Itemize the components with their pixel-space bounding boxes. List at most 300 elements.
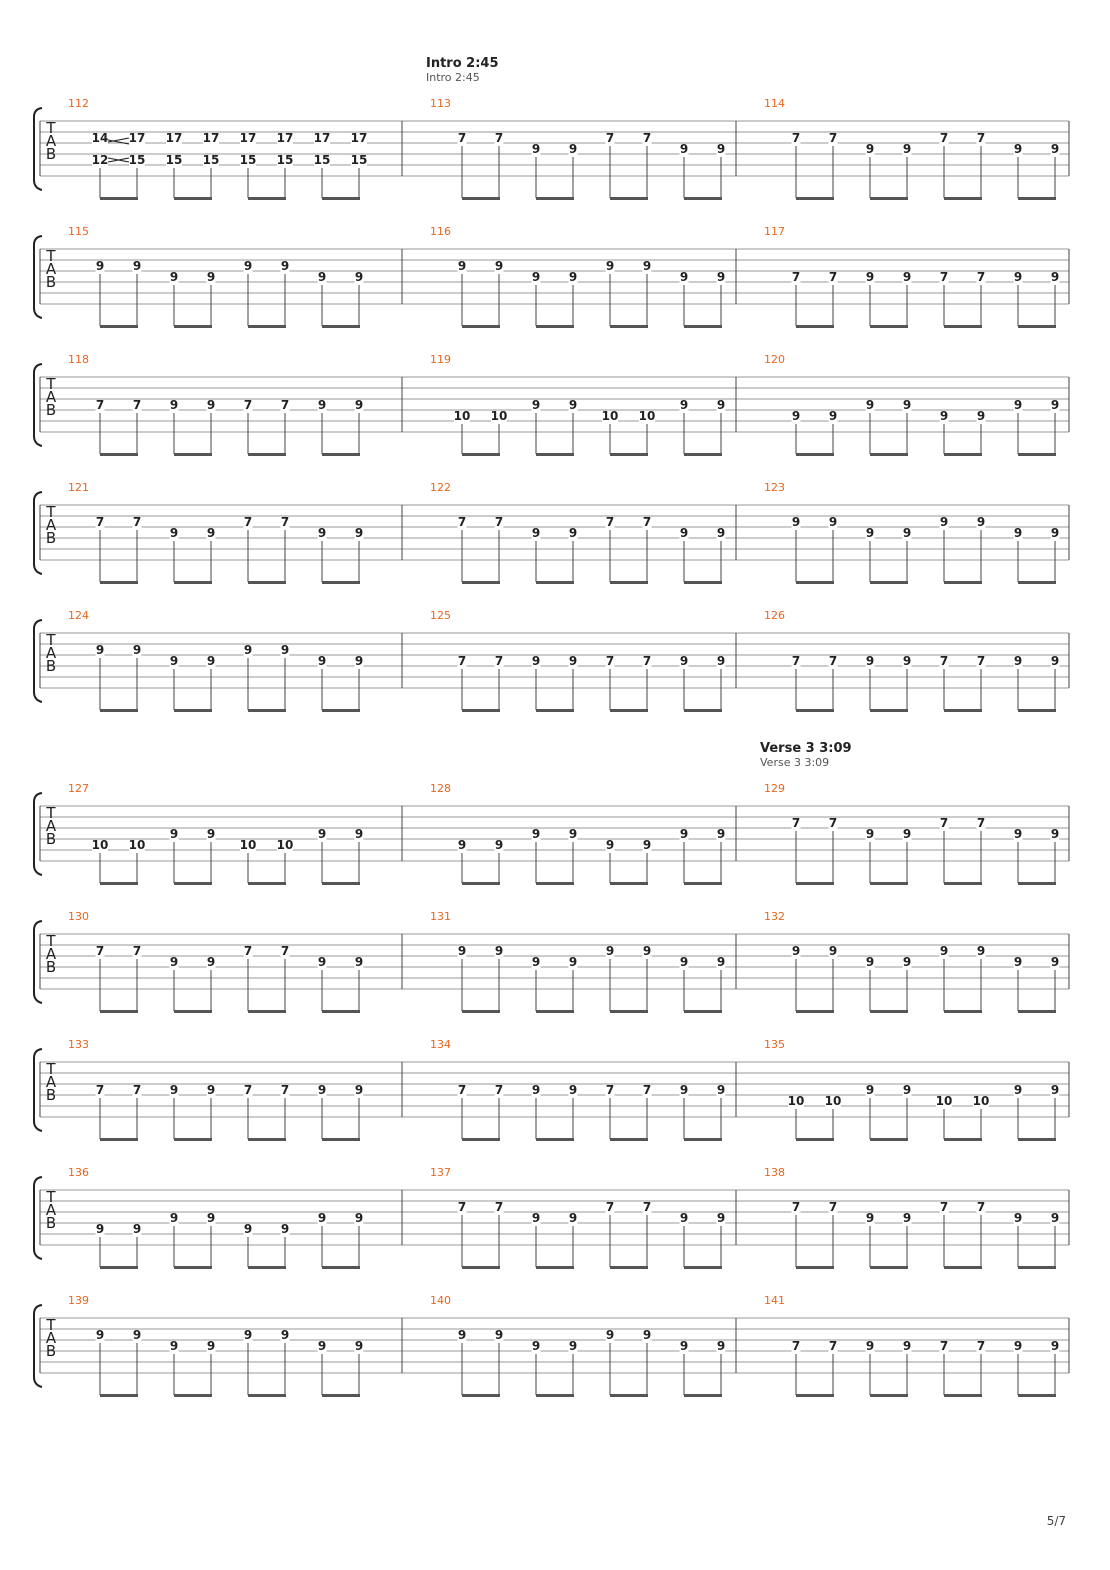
fret-number: 9 [354,827,364,841]
fret-number: 9 [642,838,652,852]
fret-number: 9 [642,1328,652,1342]
note-beam [1018,709,1056,712]
tab-letter: B [45,657,57,675]
fret-number: 7 [642,1200,652,1214]
fret-number: 9 [605,838,615,852]
fret-number: 9 [169,955,179,969]
note-beam [100,1138,138,1141]
fret-number: 9 [280,643,290,657]
fret-number: 15 [350,153,368,167]
note-beam [100,453,138,456]
fret-number: 9 [902,827,912,841]
fret-number: 7 [494,1083,504,1097]
note-beam [100,882,138,885]
fret-number: 9 [494,259,504,273]
measure-number: 127 [68,782,89,795]
note-beam [944,1266,982,1269]
measure-number: 116 [430,225,451,238]
fret-number: 7 [605,1200,615,1214]
measure-number: 135 [764,1038,785,1051]
fret-number: 9 [902,398,912,412]
fret-number: 7 [828,1200,838,1214]
note-beam [1018,453,1056,456]
fret-number: 9 [243,1222,253,1236]
fret-number: 9 [531,1339,541,1353]
fret-number: 10 [490,409,508,423]
fret-number: 9 [902,270,912,284]
fret-number: 7 [95,398,105,412]
fret-number: 9 [494,838,504,852]
fret-number: 15 [276,153,294,167]
system-bracket [34,492,42,574]
measure-number: 126 [764,609,785,622]
fret-number: 7 [791,1200,801,1214]
fret-number: 7 [280,515,290,529]
note-beam [1018,1266,1056,1269]
fret-number: 9 [317,955,327,969]
fret-number: 9 [1050,270,1060,284]
fret-number: 9 [865,398,875,412]
fret-number: 9 [457,838,467,852]
note-beam [322,882,360,885]
note-beam [174,1010,212,1013]
fret-number: 9 [531,1083,541,1097]
tab-letter: A [45,516,57,534]
note-beam [796,325,834,328]
fret-number: 9 [1050,955,1060,969]
note-beam [944,1010,982,1013]
fret-number: 7 [457,1083,467,1097]
fret-number: 9 [243,643,253,657]
fret-number: 9 [828,409,838,423]
fret-number: 9 [317,1339,327,1353]
system-bracket [34,236,42,318]
fret-number: 9 [280,259,290,273]
fret-number: 9 [243,1328,253,1342]
fret-number: 9 [1013,654,1023,668]
note-beam [796,197,834,200]
note-beam [610,709,648,712]
fret-number: 9 [976,515,986,529]
fret-number: 9 [716,1211,726,1225]
note-beam [684,197,722,200]
fret-number: 7 [791,1339,801,1353]
fret-number: 7 [976,654,986,668]
fret-number: 9 [494,1328,504,1342]
tab-letter: T [46,503,56,521]
note-beam [536,581,574,584]
tab-letter: B [45,1086,57,1104]
fret-number: 9 [1013,142,1023,156]
fret-number: 12 [91,153,109,167]
note-beam [100,709,138,712]
fret-number: 15 [128,153,146,167]
fret-number: 7 [939,816,949,830]
fret-number: 9 [791,515,801,529]
note-beam [322,581,360,584]
fret-number: 9 [169,270,179,284]
tab-letter: T [46,1316,56,1334]
fret-number: 15 [239,153,257,167]
note-beam [870,882,908,885]
note-beam [944,709,982,712]
fret-number: 9 [1050,654,1060,668]
fret-number: 9 [1013,1211,1023,1225]
note-beam [1018,197,1056,200]
fret-number: 9 [206,654,216,668]
fret-number: 9 [206,955,216,969]
fret-number: 7 [939,270,949,284]
note-beam [174,1266,212,1269]
fret-number: 9 [169,827,179,841]
fret-number: 17 [128,131,146,145]
fret-number: 9 [243,259,253,273]
fret-number: 9 [679,1339,689,1353]
note-beam [462,1010,500,1013]
note-beam [870,453,908,456]
fret-number: 9 [1050,142,1060,156]
tab-letter: B [45,273,57,291]
fret-number: 9 [169,398,179,412]
tab-letter: T [46,932,56,950]
fret-number: 9 [902,654,912,668]
fret-number: 7 [828,654,838,668]
note-beam [248,1010,286,1013]
note-beam [174,1138,212,1141]
fret-number: 9 [317,270,327,284]
note-beam [684,581,722,584]
fret-number: 9 [568,654,578,668]
note-beam [610,1266,648,1269]
system-bracket [34,1177,42,1259]
fret-number: 9 [169,654,179,668]
fret-number: 15 [202,153,220,167]
fret-number: 9 [1013,1083,1023,1097]
note-beam [100,1394,138,1397]
note-beam [174,453,212,456]
note-beam [462,1266,500,1269]
note-beam [248,882,286,885]
note-beam [796,1266,834,1269]
note-beam [174,325,212,328]
tab-letter: A [45,1329,57,1347]
fret-number: 10 [128,838,146,852]
fret-number: 9 [568,1339,578,1353]
fret-number: 9 [206,270,216,284]
fret-number: 9 [206,1083,216,1097]
measure-number: 128 [430,782,451,795]
fret-number: 9 [457,1328,467,1342]
fret-number: 7 [976,816,986,830]
note-beam [322,1394,360,1397]
note-beam [174,197,212,200]
fret-number: 7 [976,270,986,284]
note-beam [462,325,500,328]
fret-number: 9 [95,259,105,273]
note-beam [100,325,138,328]
note-beam [684,1394,722,1397]
fret-number: 9 [679,955,689,969]
note-beam [248,709,286,712]
note-beam [870,581,908,584]
fret-number: 9 [902,1211,912,1225]
fret-number: 9 [95,1222,105,1236]
fret-number: 7 [828,131,838,145]
fret-number: 7 [280,944,290,958]
fret-number: 9 [716,398,726,412]
note-beam [536,1394,574,1397]
note-beam [322,325,360,328]
measure-number: 118 [68,353,89,366]
fret-number: 7 [243,515,253,529]
note-beam [248,1266,286,1269]
fret-number: 9 [902,142,912,156]
fret-number: 9 [531,1211,541,1225]
note-beam [1018,1138,1056,1141]
fret-number: 9 [939,515,949,529]
fret-number: 9 [354,526,364,540]
system-bracket [34,1305,42,1387]
note-beam [1018,1010,1056,1013]
fret-number: 7 [828,270,838,284]
note-beam [870,709,908,712]
measure-number: 132 [764,910,785,923]
fret-number: 9 [317,1211,327,1225]
fret-number: 7 [95,515,105,529]
fret-number: 7 [605,654,615,668]
note-beam [870,1010,908,1013]
fret-number: 9 [280,1222,290,1236]
fret-number: 7 [132,944,142,958]
note-beam [1018,882,1056,885]
fret-number: 9 [791,409,801,423]
fret-number: 7 [280,1083,290,1097]
measure-number: 139 [68,1294,89,1307]
note-beam [684,1010,722,1013]
note-beam [536,882,574,885]
note-beam [610,1010,648,1013]
note-beam [1018,325,1056,328]
fret-number: 9 [280,1328,290,1342]
fret-number: 9 [568,1211,578,1225]
fret-number: 10 [638,409,656,423]
fret-number: 9 [1050,1211,1060,1225]
fret-number: 9 [679,654,689,668]
tab-letter: B [45,958,57,976]
note-beam [536,1138,574,1141]
fret-number: 9 [568,827,578,841]
fret-number: 9 [354,955,364,969]
fret-number: 9 [902,1083,912,1097]
fret-number: 9 [865,955,875,969]
fret-number: 7 [132,398,142,412]
measure-number: 115 [68,225,89,238]
fret-number: 9 [568,955,578,969]
fret-number: 9 [206,398,216,412]
fret-number: 9 [531,955,541,969]
tab-letter: A [45,388,57,406]
fret-number: 9 [1013,526,1023,540]
note-beam [796,709,834,712]
note-beam [536,709,574,712]
fret-number: 9 [1013,1339,1023,1353]
fret-number: 9 [679,827,689,841]
system-bracket [34,793,42,875]
note-beam [610,1394,648,1397]
fret-number: 9 [1050,1339,1060,1353]
measure-number: 122 [430,481,451,494]
section-title: Verse 3 3:09 [760,741,852,756]
note-beam [248,197,286,200]
tab-letter: A [45,1073,57,1091]
fret-number: 9 [531,142,541,156]
fret-number: 9 [568,270,578,284]
system-bracket [34,921,42,1003]
note-beam [536,325,574,328]
fret-number: 9 [169,1211,179,1225]
fret-number: 7 [494,131,504,145]
note-beam [870,325,908,328]
fret-number: 9 [865,526,875,540]
fret-number: 9 [531,270,541,284]
note-beam [944,1394,982,1397]
note-beam [462,1138,500,1141]
fret-number: 7 [828,816,838,830]
note-beam [322,453,360,456]
note-beam [796,581,834,584]
fret-number: 7 [642,654,652,668]
note-beam [462,882,500,885]
fret-number: 7 [494,1200,504,1214]
measure-number: 141 [764,1294,785,1307]
system-bracket [34,364,42,446]
fret-number: 9 [354,1083,364,1097]
fret-number: 9 [976,409,986,423]
tab-letter: T [46,804,56,822]
fret-number: 9 [679,526,689,540]
fret-number: 9 [679,398,689,412]
note-beam [796,1394,834,1397]
fret-number: 10 [239,838,257,852]
fret-number: 9 [679,142,689,156]
tab-letter: B [45,1214,57,1232]
tab-letter: B [45,830,57,848]
fret-number: 9 [354,398,364,412]
note-beam [322,1010,360,1013]
measure-number: 120 [764,353,785,366]
fret-number: 9 [716,955,726,969]
fret-number: 9 [865,142,875,156]
fret-number: 9 [865,1083,875,1097]
fret-number: 9 [317,827,327,841]
fret-number: 9 [679,1211,689,1225]
fret-number: 9 [865,1211,875,1225]
note-beam [684,1138,722,1141]
note-beam [684,709,722,712]
slide-mark [108,138,129,142]
note-beam [944,325,982,328]
fret-number: 7 [457,131,467,145]
fret-number: 9 [568,142,578,156]
tab-letter: A [45,945,57,963]
fret-number: 10 [601,409,619,423]
fret-number: 7 [791,654,801,668]
fret-number: 9 [1013,270,1023,284]
fret-number: 9 [828,944,838,958]
note-beam [870,1266,908,1269]
tab-letter: B [45,145,57,163]
section-subtitle: Verse 3 3:09 [760,756,830,769]
fret-number: 9 [902,526,912,540]
measure-number: 131 [430,910,451,923]
note-beam [610,1138,648,1141]
fret-number: 9 [206,1211,216,1225]
note-beam [536,1010,574,1013]
fret-number: 9 [679,270,689,284]
fret-number: 9 [939,944,949,958]
fret-number: 9 [716,270,726,284]
note-beam [248,325,286,328]
fret-number: 15 [313,153,331,167]
measure-number: 114 [764,97,785,110]
fret-number: 10 [972,1094,990,1108]
fret-number: 7 [976,1200,986,1214]
note-beam [174,709,212,712]
tab-letter: T [46,119,56,137]
fret-number: 9 [531,526,541,540]
measure-number: 138 [764,1166,785,1179]
fret-number: 9 [716,827,726,841]
note-beam [462,709,500,712]
fret-number: 9 [457,259,467,273]
note-beam [100,1266,138,1269]
fret-number: 9 [791,944,801,958]
note-beam [322,197,360,200]
fret-number: 9 [716,1339,726,1353]
fret-number: 9 [605,259,615,273]
note-beam [462,453,500,456]
fret-number: 9 [1050,827,1060,841]
fret-number: 9 [132,1222,142,1236]
tab-letter: T [46,1060,56,1078]
fret-number: 9 [902,955,912,969]
fret-number: 9 [531,398,541,412]
note-beam [796,1138,834,1141]
page-number: 5/7 [1046,1514,1066,1528]
note-beam [174,581,212,584]
fret-number: 9 [169,1083,179,1097]
note-beam [796,1010,834,1013]
fret-number: 7 [457,1200,467,1214]
measure-number: 136 [68,1166,89,1179]
note-beam [322,709,360,712]
note-beam [174,1394,212,1397]
tab-letter: T [46,631,56,649]
fret-number: 9 [531,827,541,841]
fret-number: 9 [1013,955,1023,969]
system-bracket [34,108,42,190]
tab-letter: T [46,375,56,393]
fret-number: 17 [202,131,220,145]
fret-number: 7 [605,131,615,145]
note-beam [462,197,500,200]
fret-number: 9 [95,643,105,657]
fret-number: 7 [243,398,253,412]
fret-number: 9 [354,270,364,284]
note-beam [610,325,648,328]
note-beam [100,1010,138,1013]
fret-number: 9 [865,270,875,284]
